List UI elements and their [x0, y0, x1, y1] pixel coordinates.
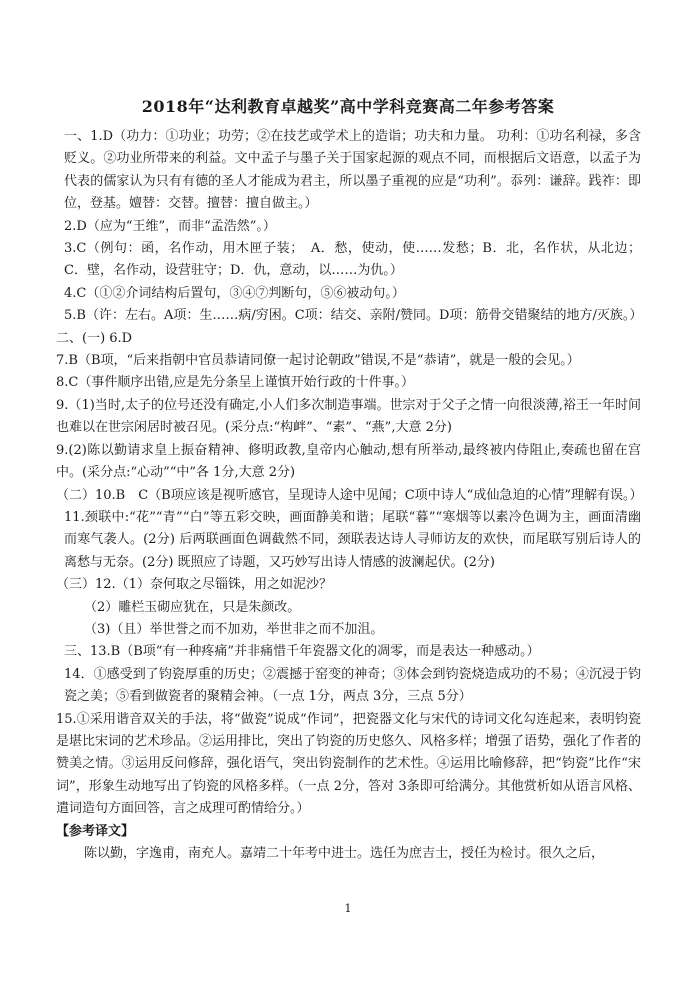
answer-q8: 8.C（事件顺序出错,应是先分条呈上谨慎开始行政的十件事。） — [56, 375, 414, 391]
answer-q7: 7.B（B项，“后来指朝中官员恭请同僚一起讨论朝政”错误,不是“恭请”，就是一般的会见。） — [56, 353, 580, 369]
answer-q12-3: （3)（且）举世誉之而不加劝，举世非之而不加沮。 — [84, 621, 384, 637]
answer-q11: 11.颈联中:“花”“青”“白”等五彩交映，画面静美和谐；尾联“暮”“寒烟等以素冷色调为主，画面清幽而寒气袭人。(2分) 后两联画面色调截然不同，颈联表达诗人寻师访友的欢快，而尾联写别后诗人的离愁与无奈。(2分) 既照应了诗题，又巧妙写出诗人情感的波澜起伏。(2分) — [64, 509, 641, 570]
answer-q6: 二、(一) 6.D — [56, 330, 133, 346]
answer-q9-2: 9.(2)陈以勤请求皇上振奋精神、修明政教,皇帝内心触动,想有所举动,最终被内侍阻止,奏疏也留在宫中。(采分点:“心动”“中”各 1分,大意 2分) — [56, 442, 641, 481]
answer-q13: 三、13.B（B项“有一种疼痛”并非痛惜千年瓷器文化的凋零，而是表达一种感动。） — [64, 644, 540, 660]
answer-q3: 3.C（例句：函，名作动，用木匣子装； A．愁，使动，使……发愁；B．北，名作状，从北边；C．壁，名作动，设营驻守；D．仇，意动，以……为仇。） — [64, 241, 641, 279]
translation-heading: 【参考译文】 — [56, 823, 135, 839]
answer-q12-2: （2）雕栏玉砌应犹在，只是朱颜改。 — [84, 599, 301, 615]
translation-text: 陈以勤，字逸甫，南充人。嘉靖二十年考中进士。选任为庶吉士，授任为检讨。很久之后， — [84, 846, 605, 861]
answer-q2: 2.D（应为“王维”，而非“孟浩然”。） — [64, 218, 276, 234]
answer-q15: 15.①采用谐音双关的手法，将“做瓷”说成“作词”，把瓷器文化与宋代的诗词文化勾连起来，表明钧瓷是堪比宋词的艺术珍品。②运用排比，突出了钧瓷的历史悠久、风格多样；增强了语势，强化了作者的赞美之情。③运用反问修辞，强化语气，突出钧瓷制作的艺术性。④运用比喻修辞，把“钧瓷”比作“宋词”，形象生动地写出了钧瓷的风格多样。（一点 2分，答对 3条即可给满分。其他赏析如从语言风格、遣词造句方面回答，言之成理可酌情给分。） — [56, 711, 642, 817]
answer-q14: 14．①感受到了钧瓷厚重的历史；②震撼于窑变的神奇；③体会到钧瓷烧造成功的不易；④沉浸于钧瓷之美；⑤看到做瓷者的聚精会神。（一点 1分，两点 3分，三点 5分） — [64, 666, 641, 705]
answer-q12-1: （三）12.（1）奈何取之尽锱铢，用之如泥沙？ — [56, 577, 332, 593]
answer-q9-1: 9.（1)当时,太子的位号还没有确定,小人们多次制造事端。世宗对于父子之情一向很淡薄,裕王一年时间也难以在世宗闲居时被召见。(采分点:“构衅”、“素”、“燕”,大意 2分) — [56, 397, 641, 436]
answer-q4: 4.C（①②介词结构后置句，③④⑦判断句，⑤⑥被动句。） — [64, 285, 405, 301]
answer-body — [56, 126, 641, 865]
document-title: 2018年“达利教育卓越奖”高中学科竞赛高二年参考答案 — [141, 97, 555, 116]
page-number: 1 — [344, 902, 352, 915]
answer-q10: （二）10.B C（B项应该是视听感官，呈现诗人途中见闻；C项中诗人“成仙急迫的心情”理解有误。） — [56, 487, 643, 503]
answer-q5: 5.B（许：左右。A项：生……病/穷困。C项：结交、亲附/赞同。D项：筋骨交错聚结的地方/灭族。） — [64, 308, 643, 324]
answer-q1: 一、1.D（功力：①功业；功劳；②在技艺或学术上的造诣；功夫和力量。 功利：①功名利禄，多含贬义。②功业所带来的利益。文中孟子与墨子关于国家起源的观点不同，而根据后文语意，以孟子为代表的儒家认为只有有德的圣人才能成为君主，所以墨子重视的应是“功利”。忝列：谦辞。践祚：即位，登基。嬗替：交替。擅替：擅自做主。） — [64, 129, 641, 212]
